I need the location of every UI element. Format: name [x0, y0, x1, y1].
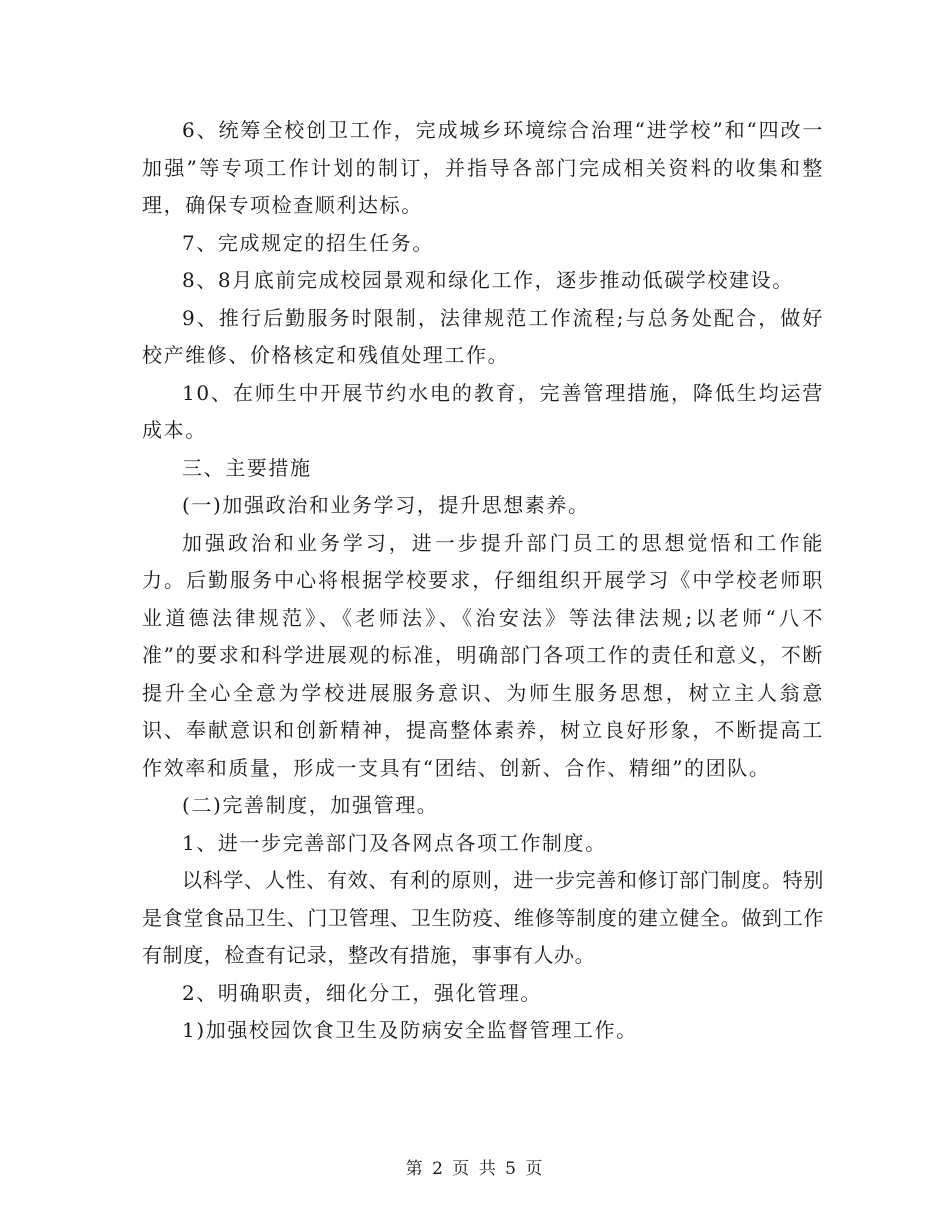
paragraph-item-9: 9、推行后勤服务时限制，法律规范工作流程;与总务处配合，做好校产维修、价格核定和残值处理工作。	[142, 305, 824, 367]
paragraph-item-10: 10、在师生中开展节约水电的教育，完善管理措施，降低生均运营成本。	[142, 380, 824, 442]
subsection-heading-2: (二)完善制度，加强管理。	[182, 793, 439, 817]
section-heading-main-measures: 三、主要措施	[182, 455, 312, 480]
page-number-footer: 第 2 页 共 5 页	[405, 1159, 545, 1179]
paragraph-item-food-safety: 1)加强校园饮食卫生及防病安全监督管理工作。	[182, 1018, 638, 1042]
paragraph-rules-detail: 以科学、人性、有效、有利的原则，进一步完善和修订部门制度。特别是食堂食品卫生、门卫管理、卫生防疫、维修等制度的建立健全。做到工作有制度，检查有记录，整改有措施，事事有人办。	[142, 868, 824, 967]
paragraph-item-6: 6、统筹全校创卫工作，完成城乡环境综合治理“进学校”和“四改一加强”等专项工作计划的制订，并指导各部门完成相关资料的收集和整理，确保专项检查顺利达标。	[142, 118, 824, 217]
paragraph-item-duties: 2、明确职责，细化分工，强化管理。	[182, 980, 542, 1005]
paragraph-item-rules: 1、进一步完善部门及各网点各项工作制度。	[182, 830, 607, 855]
paragraph-item-8: 8、8月底前完成校园景观和绿化工作，逐步推动低碳学校建设。	[182, 268, 794, 292]
subsection-heading-1: (一)加强政治和业务学习，提升思想素养。	[182, 493, 590, 517]
paragraph-item-7: 7、完成规定的招生任务。	[182, 230, 434, 255]
document-body	[142, 112, 824, 1050]
paragraph-study: 加强政治和业务学习，进一步提升部门员工的思想觉悟和工作能力。后勤服务中心将根据学校要求，仔细组织开展学习《中学校老师职业道德法律规范》、《老师法》、《治安法》等法律法规;以老师“八不准”的要求和科学进展观的标准，明确部门各项工作的责任和意义，不断提升全心全意为学校进展服务意识、为师生服务思想，树立主人翁意识、奉献意识和创新精神，提高整体素养，树立良好形象，不断提高工作效率和质量，形成一支具有“团结、创新、合作、精细”的团队。	[142, 530, 824, 780]
